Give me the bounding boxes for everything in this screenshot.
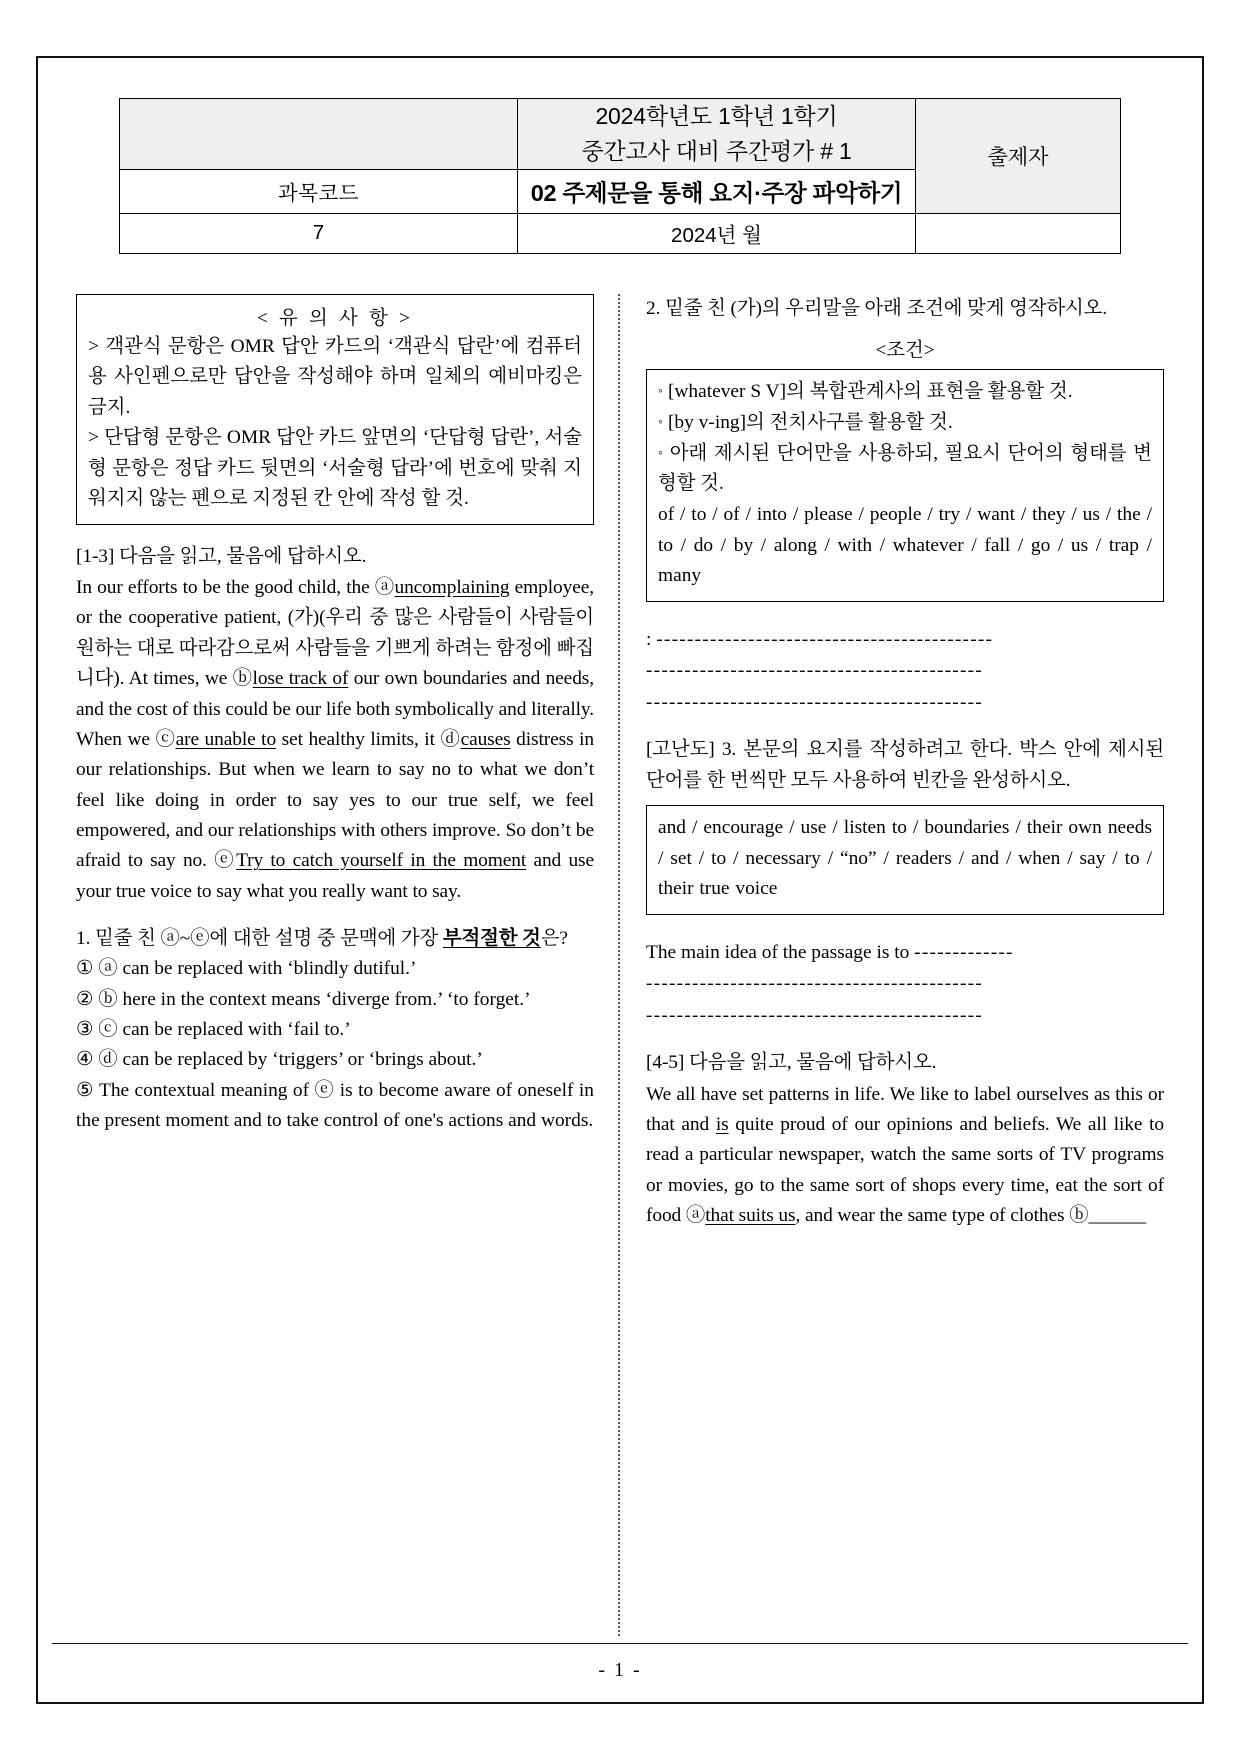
condition-item-1	[658, 377, 1152, 408]
question-1-stem	[76, 924, 594, 954]
right-column	[620, 294, 1182, 1636]
question-3-stem-text: 본문의 요지를 작성하려고 한다. 박스 안에 제시된 단어를 한 번씩만 모두 사용하여 빈칸을 완성하시오.	[646, 739, 1165, 791]
passage-seg-5: distress in our relationships. But when we learn to say no to what we don’t feel like doing in order to say yes to our true self, we feel empowered, and our relationships with others improve. So don’t be afraid to say no.	[76, 728, 594, 872]
condition-label: <조건>	[875, 340, 935, 362]
instruction-1-3: [1-3] 다음을 읽고, 물음에 답하시오.	[76, 545, 367, 567]
question-2-wordbank: of / to / of / into / please / people / try / want / they / us / the / to / do / by / along / with / whatever / fall / go / us / trap / many	[658, 503, 1152, 587]
underlined-c: are unable to	[175, 728, 277, 750]
exam-date-cell: 2024년 월	[518, 213, 916, 253]
subject-code-label: 과목코드	[120, 169, 518, 213]
question-1-stem-pre: 밑줄 친 ⓐ~ⓔ에 대한 설명 중 문맥에 가장	[95, 928, 443, 950]
answer-line-2[interactable]: --------------------------------------------	[646, 660, 983, 682]
question-1-choice-1[interactable]: ① ⓐ can be replaced with ‘blindly dutiful.’	[76, 958, 417, 980]
answer-line-1[interactable]	[646, 624, 1164, 655]
marker-c-icon: ⓒ	[155, 728, 176, 750]
condition-item-3	[658, 439, 1152, 500]
underlined-e: Try to catch yourself in the moment	[236, 850, 527, 872]
footer-divider	[52, 1643, 1188, 1644]
main-idea-line[interactable]	[646, 937, 1164, 968]
question-1-choice-3[interactable]: ③ ⓒ can be replaced with ‘fail to.’	[76, 1019, 351, 1041]
page-frame	[36, 56, 1204, 1704]
main-idea-dashes: -------------	[914, 941, 1014, 963]
page-number: - 1 -	[598, 1659, 642, 1681]
passage-seg-3: our own boundaries and needs, and the cost of this could be our life both symbolically and literally. When we	[76, 668, 594, 750]
passage-seg-2: employee, or the cooperative patient, (가)(우리 중 많은 사람들이 사람들이 원하는 대로 따라감으로써 사람들을 기쁘게 하려는 함정에 빠집니다). At times, we	[76, 577, 594, 690]
author-label-cell: 출제자	[916, 99, 1121, 214]
exam-header-table	[119, 98, 1121, 254]
passage-seg-4: set healthy limits, it	[276, 728, 441, 750]
passage-seg-6: and use your true voice to say what you really want to say.	[76, 850, 595, 902]
notice-line-1: > 객관식 문항은 OMR 답안 카드의 ‘객관식 답란’에 컴퓨터용 사인펜으로만 답안을 작성해야 하며 일체의 예비마킹은 금지.	[88, 336, 582, 418]
reading-passage-2	[646, 1080, 1164, 1232]
question-2-stem	[646, 294, 1164, 324]
question-1-choice-2[interactable]: ② ⓑ here in the context means ‘diverge from.’ ‘to forget.’	[76, 988, 531, 1010]
question-3-difficulty-tag: [고난도]	[646, 739, 722, 761]
underlined-d: causes	[460, 728, 511, 750]
header-blank-cell	[120, 99, 518, 170]
answer-line-3[interactable]: --------------------------------------------	[646, 691, 983, 713]
exam-title-line2: 중간고사 대비 주간평가 # 1	[581, 137, 852, 164]
blank-b: ______	[1088, 1205, 1147, 1227]
bullet-circle-icon: ◦	[658, 384, 663, 400]
marker-d-icon: ⓓ	[440, 728, 461, 750]
passage2-seg-2: quite proud of our opinions and beliefs. We all like to read a particular newspaper, watch the same sorts of TV programs or movies, go to the same sort of shops every time, eat the sort of food	[646, 1113, 1165, 1227]
body-columns	[52, 294, 1188, 1636]
question-3-word-box	[646, 805, 1164, 915]
question-1-stem-emphasis: 부적절한 것	[442, 928, 541, 950]
underlined-a: uncomplaining	[394, 577, 510, 599]
question-1-choice-4[interactable]: ④ ⓓ can be replaced by ‘triggers’ or ‘brings about.’	[76, 1049, 483, 1071]
unit-title-cell: 02 주제문을 통해 요지·주장 파악하기	[518, 169, 916, 213]
notice-box	[76, 294, 594, 525]
notice-title: < 유 의 사 항 >	[256, 308, 414, 329]
question-3-stem	[646, 735, 1164, 796]
author-value-cell	[916, 213, 1121, 253]
notice-line-2: > 단답형 문항은 OMR 답안 카드 앞면의 ‘단답형 답란’, 서술형 문항은 정답 카드 뒷면의 ‘서술형 답라’에 번호에 맞춰 지워지지 않는 펜으로 지정된 칸 안에 작성 할 것.	[88, 427, 582, 510]
marker-a-icon: ⓐ	[374, 577, 395, 599]
marker2-b-icon: ⓑ	[1069, 1205, 1089, 1227]
underlined-b: lose track of	[252, 668, 349, 690]
reading-passage-1	[76, 573, 594, 907]
bullet-circle-icon: ◦	[658, 415, 663, 431]
question-2-condition-box	[646, 369, 1164, 602]
answer-dashes-1: --------------------------------------------	[656, 628, 994, 650]
underlined-is: is	[715, 1113, 729, 1135]
question-3-number: 3.	[721, 739, 744, 761]
passage-seg-1: In our efforts to be the good child, the	[76, 577, 375, 599]
condition-item-2-text: [by v-ing]의 전치사구를 활용할 것.	[667, 412, 953, 434]
passage2-seg-3: , and wear the same type of clothes	[795, 1205, 1070, 1227]
question-1-choice-5[interactable]: ⑤ The contextual meaning of ⓔ is to become aware of oneself in the present moment and to take control of one's actions and words.	[76, 1079, 594, 1132]
instruction-4-5: [4-5] 다음을 읽고, 물음에 답하시오.	[646, 1052, 937, 1074]
question-3-wordbank: and / encourage / use / listen to / boundaries / their own needs / set / to / necessary / “no” / readers / and / when / say / to / their true voice	[658, 816, 1152, 900]
question-2-answer-area[interactable]	[646, 624, 1164, 718]
condition-item-3-text: 아래 제시된 단어만을 사용하되, 필요시 단어의 형태를 변형할 것.	[658, 442, 1152, 495]
passage2-seg-1: We all have set patterns in life. We like to label ourselves as this or that and	[646, 1083, 1164, 1135]
answer-colon: :	[646, 628, 652, 650]
question-2-number: 2.	[646, 298, 666, 319]
question-3-answer-line-2[interactable]: --------------------------------------------	[646, 1004, 983, 1026]
marker-e-icon: ⓔ	[214, 850, 237, 872]
left-column	[58, 294, 620, 1636]
question-3-answer-line-1[interactable]: --------------------------------------------	[646, 973, 983, 995]
condition-item-2	[658, 408, 1152, 439]
subject-code-value: 7	[120, 213, 518, 253]
page-inner	[52, 72, 1188, 1688]
exam-title-line1: 2024학년도 1학년 1학기	[595, 103, 838, 129]
question-1-number: 1.	[76, 928, 96, 950]
underlined2-a: that suits us	[705, 1205, 796, 1227]
condition-item-1-text: [whatever S V]의 복합관계사의 표현을 활용할 것.	[667, 381, 1073, 403]
question-1-stem-post: 은?	[540, 928, 568, 950]
question-2-stem-text: 밑줄 친 (가)의 우리말을 아래 조건에 맞게 영작하시오.	[665, 298, 1108, 319]
marker2-a-icon: ⓐ	[685, 1205, 706, 1227]
question-3-answer-area[interactable]	[646, 937, 1164, 1031]
marker-b-icon: ⓑ	[232, 668, 253, 690]
exam-title-cell	[518, 99, 916, 170]
main-idea-prefix: The main idea of the passage is to	[646, 941, 915, 963]
bullet-circle-icon: ◦	[658, 445, 665, 461]
